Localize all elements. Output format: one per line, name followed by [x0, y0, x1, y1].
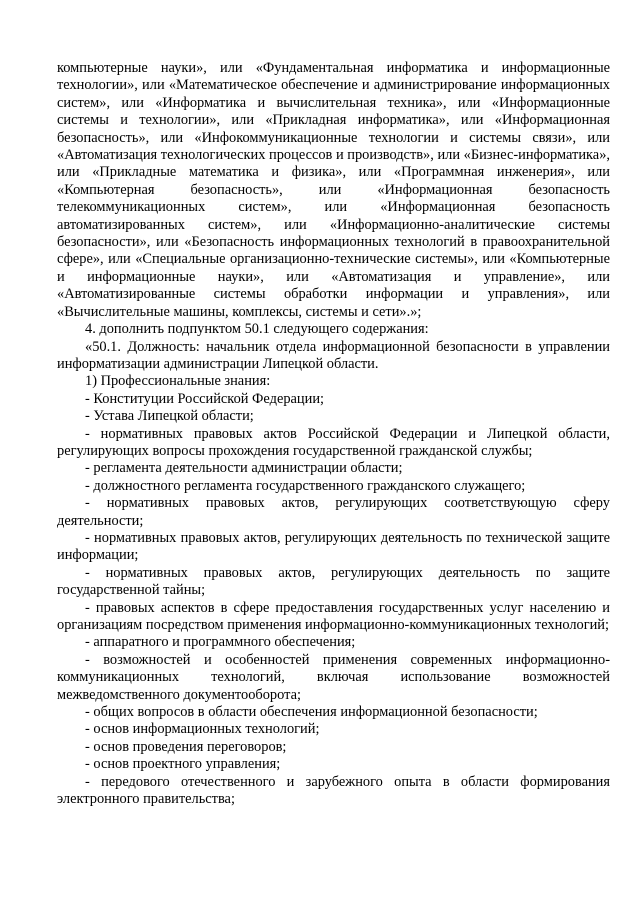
list-item: - основ информационных технологий; — [85, 721, 320, 738]
list-item: - нормативных правовых актов, регулирующих соответствующую сферу деятельности; — [57, 495, 610, 529]
list-item: - нормативных правовых актов Российской Федерации и Липецкой области, регулирующих вопросы прохождения государственной гражданской службы; — [57, 425, 610, 459]
paragraph-position-50-1: «50.1. Должность: начальник отдела информационной безопасности в управлении информатизации администрации Липецкой области. — [57, 338, 610, 372]
document-page — [57, 60, 610, 808]
list-item: - основ проведения переговоров; — [85, 738, 287, 755]
list-item: - основ проектного управления; — [85, 756, 281, 773]
list-item: - аппаратного и программного обеспечения; — [85, 634, 356, 651]
paragraph-professional-knowledge-heading: 1) Профессиональные знания: — [85, 373, 271, 390]
paragraph-item-4: 4. дополнить подпунктом 50.1 следующего содержания: — [85, 321, 429, 338]
list-item: - передового отечественного и зарубежного опыта в области формирования электронного правительства; — [57, 773, 610, 808]
list-item: - правовых аспектов в сфере предоставления государственных услуг населению и организациям посредством применения информационно-коммуникационных технологий; — [57, 599, 610, 633]
paragraph-specialties-list: компьютерные науки», или «Фундаментальная информатика и информационные технологии», или «Математическое обеспечение и администрирование информационных систем», или «Информатика и вычислительная техника», или «Информационные системы и технологии», или «Прикладная информатика», или «Информационная безопасность», или «Инфокоммуникационные технологии и системы связи», или «Автоматизация технологических процессов и производств», или «Бизнес-информатика», или «Прикладные математика и физика», или «Программная инженерия», или «Компьютерная безопасность», или «Информационная безопасность телекоммуникационных систем», или «Информационная безопасность автоматизированных систем», или «Информационно-аналитические системы безопасности», или «Безопасность информационных технологий в правоохранительной сфере», или «Специальные организационно-технические системы», или «Компьютерные и информационные науки», или «Автоматизация и управление», или «Автоматизированные системы обработки информации и управления», или «Вычислительные машины, комплексы, системы и сети».»; — [57, 60, 610, 320]
list-item: - нормативных правовых актов, регулирующих деятельность по технической защите информации; — [57, 529, 610, 564]
list-item: - Устава Липецкой области; — [85, 408, 254, 425]
list-item: - общих вопросов в области обеспечения информационной безопасности; — [85, 704, 538, 721]
list-item: - Конституции Российской Федерации; — [85, 390, 325, 407]
list-item: - возможностей и особенностей применения современных информационно-коммуникационных технологий, включая использование возможностей межведомственного документооборота; — [57, 651, 610, 703]
list-item: - должностного регламента государственного гражданского служащего; — [85, 477, 526, 494]
list-item: - регламента деятельности администрации области; — [85, 460, 403, 477]
list-item: - нормативных правовых актов, регулирующих деятельность по защите государственной тайны; — [57, 564, 610, 599]
